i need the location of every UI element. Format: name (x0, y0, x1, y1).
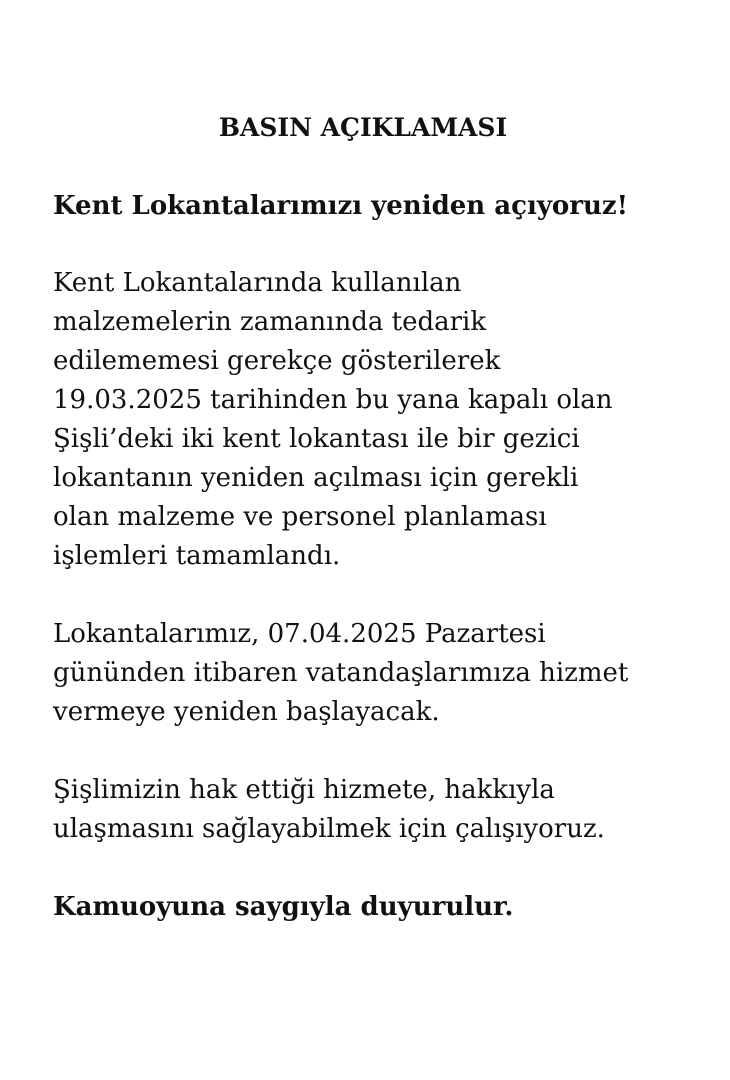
document-title: BASIN AÇIKLAMASI (218, 113, 508, 142)
closing-statement: Kamuoyuna saygıyla duyurulur. (53, 892, 514, 922)
press-release (53, 108, 693, 927)
headline: Kent Lokantalarımızı yeniden açıyoruz! (53, 191, 629, 221)
paragraph-3: Şişlimizin hak ettiği hizmete, hakkıyla ulaşmasını sağlayabilmek için çalışıyoruz. (53, 775, 605, 844)
paragraph-1: Kent Lokantalarında kullanılan malzemelerin zamanında tedarik edilememesi gerekçe gösterilerek 19.03.2025 tarihinden bu yana kapalı olan Şişli’deki iki kent lokantası ile bir gezici lokantanın yeniden açılması için gerekli olan malzeme ve personel planlaması işlemleri tamamlandı. (53, 268, 613, 571)
paragraph-2: Lokantalarımız, 07.04.2025 Pazartesi gününden itibaren vatandaşlarımıza hizmet vermeye yeniden başlayacak. (53, 619, 629, 727)
